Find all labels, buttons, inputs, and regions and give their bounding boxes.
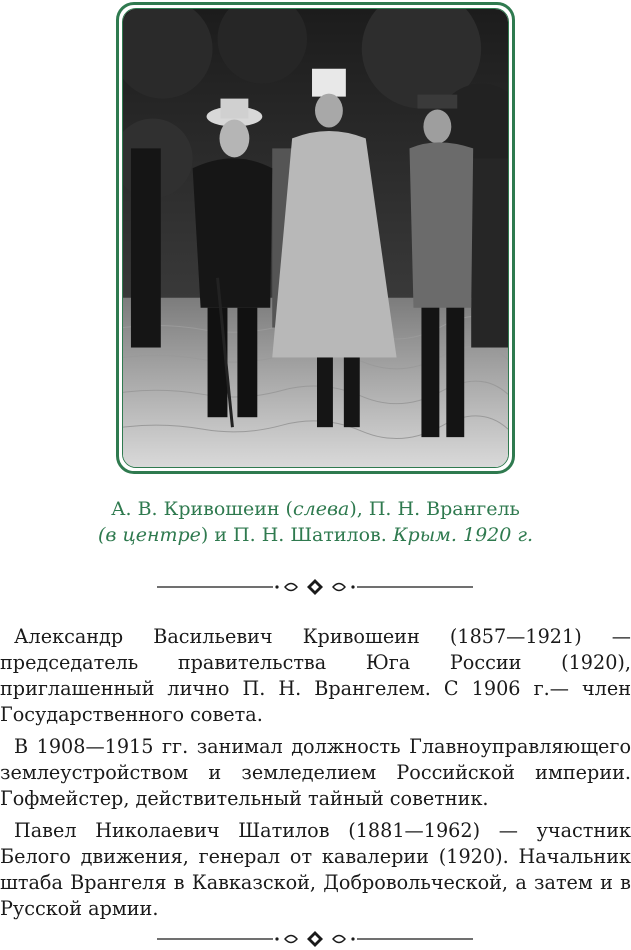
photo-illustration <box>123 9 508 467</box>
fleuron-divider-icon <box>155 578 475 596</box>
paragraph-krivoshein-career: В 1908—1915 гг. занимал должность Главноуправляющего землеустройством и земледелием Российской империи. Гофмейстер, действительный тайный советник. <box>0 735 631 810</box>
caption-note: слева <box>292 498 350 520</box>
caption-line-2 <box>0 522 631 548</box>
caption-note: (в центре <box>97 524 201 546</box>
caption-place-date: Крым. 1920 г. <box>392 524 534 546</box>
caption-line-1 <box>0 496 631 522</box>
paragraph-shatilov: Павел Николаевич Шатилов (1881—1962) — участник Белого движения, генерал от кавалерии (1920). Начальник штаба Врангеля в Кавказской, Добровольческой, а затем и в Русской армии. <box>0 819 631 920</box>
caption-text: ), П. Н. Врангель <box>349 498 520 520</box>
fleuron-divider-icon <box>155 930 475 948</box>
caption-text: ) и П. Н. Шатилов. <box>200 524 393 546</box>
article-text <box>0 624 631 928</box>
paragraph-krivoshein: Александр Васильевич Кривошеин (1857—1921) — председатель правительства Юга России (1920), приглашенный лично П. Н. Врангелем. С 1906 г.— член Государственного совета. <box>0 625 631 726</box>
historical-photo <box>122 8 509 468</box>
photo-frame <box>116 2 515 474</box>
caption-text: А. В. Кривошеин ( <box>111 498 293 520</box>
photo-caption <box>0 496 631 548</box>
